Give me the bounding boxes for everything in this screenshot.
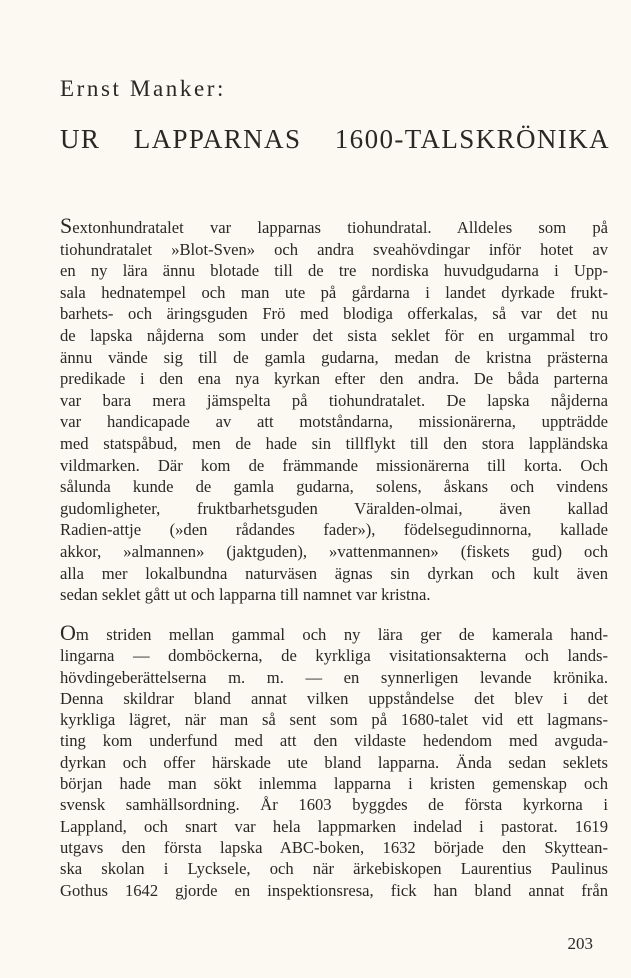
text-line (60, 239, 608, 261)
text-line (60, 390, 608, 412)
line-text: ännu vände sig till de gamla gudarna, medan de kristna prästerna (60, 347, 608, 367)
line-text: hövdingeberättelserna m. m. — en synnerligen levande krönika. (60, 667, 608, 687)
line-text: början hade man sökt inlemma lapparna i kristen gemenskap och (60, 774, 608, 794)
text-line (60, 622, 608, 645)
text-line (60, 837, 608, 858)
text-line (60, 794, 608, 815)
text-line (60, 645, 608, 666)
line-text: kyrkliga lägret, när man så sent som på 1680-talet vid ett lagmans- (60, 710, 608, 730)
line-text: svensk samhällsordning. År 1603 byggdes de första kyrkorna i (60, 795, 608, 815)
text-line (60, 563, 608, 585)
text-line (60, 260, 608, 282)
line-text: alla mer lokalbundna naturväsen ägnas sin dyrkan och kult även (60, 563, 608, 583)
text-line (60, 541, 608, 563)
page-number: 203 (567, 934, 593, 953)
text-line (60, 730, 608, 751)
text-line (60, 709, 608, 730)
line-text: lingarna — domböckerna, de kyrkliga visitationsakterna och lands- (60, 646, 608, 666)
chapter-title: UR LAPPARNAS 1600-TALSKRÖNIKA (60, 124, 610, 154)
text-line (60, 498, 608, 520)
line-text: de lapska nåjderna som under det sista seklet för en urgammal tro (60, 325, 608, 345)
text-line (60, 584, 608, 606)
line-text: akkor, »almannen» (jaktguden), »vattenmannen» (fiskets gud) och (60, 541, 608, 561)
line-text: Denna skildrar bland annat vilken uppståndelse det blev i det (60, 688, 608, 708)
line-text: en ny lära ännu blotade till de tre nordiska huvudgudarna i Upp- (60, 261, 608, 281)
text-line (60, 519, 608, 541)
text-line (60, 325, 608, 347)
text-line (60, 282, 608, 304)
text-line (60, 368, 608, 390)
text-line (60, 880, 608, 901)
paragraph-1 (60, 215, 608, 606)
line-text: vildmarken. Där kom de främmande missionärerna till korta. Och (60, 455, 608, 475)
line-text: extonhundratalet var lapparnas tiohundratal. Alldeles som på (72, 218, 608, 237)
text-line (60, 433, 608, 455)
line-text: Gothus 1642 gjorde en inspektionsresa, fick han bland annat från (60, 880, 608, 900)
text-line (60, 752, 608, 773)
line-text: Lappland, och snart var hela lappmarken indelad i pastorat. 1619 (60, 816, 608, 836)
line-text: Radien-attje (»den rådandes fader»), födelsegudinnorna, kallade (60, 520, 608, 540)
line-text: sedan seklet gått ut och lapparna till namnet var kristna. (60, 585, 431, 605)
line-text: ska skolan i Lycksele, och när ärkebiskopen Laurentius Paulinus (60, 859, 608, 879)
line-text: utgavs den första lapska ABC-boken, 1632 började den Skyttean- (60, 837, 608, 857)
text-line (60, 411, 608, 433)
line-text: sala hednatempel och man ute på gårdarna i landet dyrkade frukt- (60, 282, 608, 302)
text-line (60, 688, 608, 709)
initial-letter: S (60, 213, 73, 238)
line-text: gudomligheter, fruktbarhetsguden Väralden-olmai, även kallad (60, 498, 608, 518)
text-line (60, 455, 608, 477)
line-text: var handicapade av att motståndarna, missionärerna, uppträdde (60, 412, 608, 432)
text-line (60, 816, 608, 837)
text-line (60, 215, 608, 239)
line-text: m striden mellan gammal och ny lära ger de kamerala hand- (75, 625, 608, 644)
text-line (60, 858, 608, 879)
line-text: dyrkan och offer härskade ute bland lapparna. Ända sedan seklets (60, 752, 608, 772)
text-line (60, 347, 608, 369)
line-text: tiohundratalet »Blot-Sven» och andra sveahövdingar inför hotet av (60, 239, 608, 259)
initial-letter: O (60, 620, 76, 645)
text-line (60, 667, 608, 688)
line-text: ting kom underfund med att den vildaste hedendom med avguda- (60, 731, 608, 751)
line-text: med statspåbud, men de hade sin tillflykt till den stora lappländska (60, 433, 608, 453)
line-text: barhets- och äringsguden Frö med blodiga offerkalas, så var det nu (60, 304, 608, 324)
text-line (60, 476, 608, 498)
line-text: predikade i den ena nya kyrkan efter den andra. De båda parterna (60, 369, 608, 389)
paragraph-2 (60, 622, 608, 901)
text-line (60, 303, 608, 325)
author-name: Ernst Manker: (60, 76, 227, 101)
text-line (60, 773, 608, 794)
line-text: sålunda kunde de gamla gudarna, solens, åskans och vindens (60, 477, 608, 497)
line-text: var bara mera jämspelta på tiohundratalet. De lapska nåjderna (60, 390, 608, 410)
